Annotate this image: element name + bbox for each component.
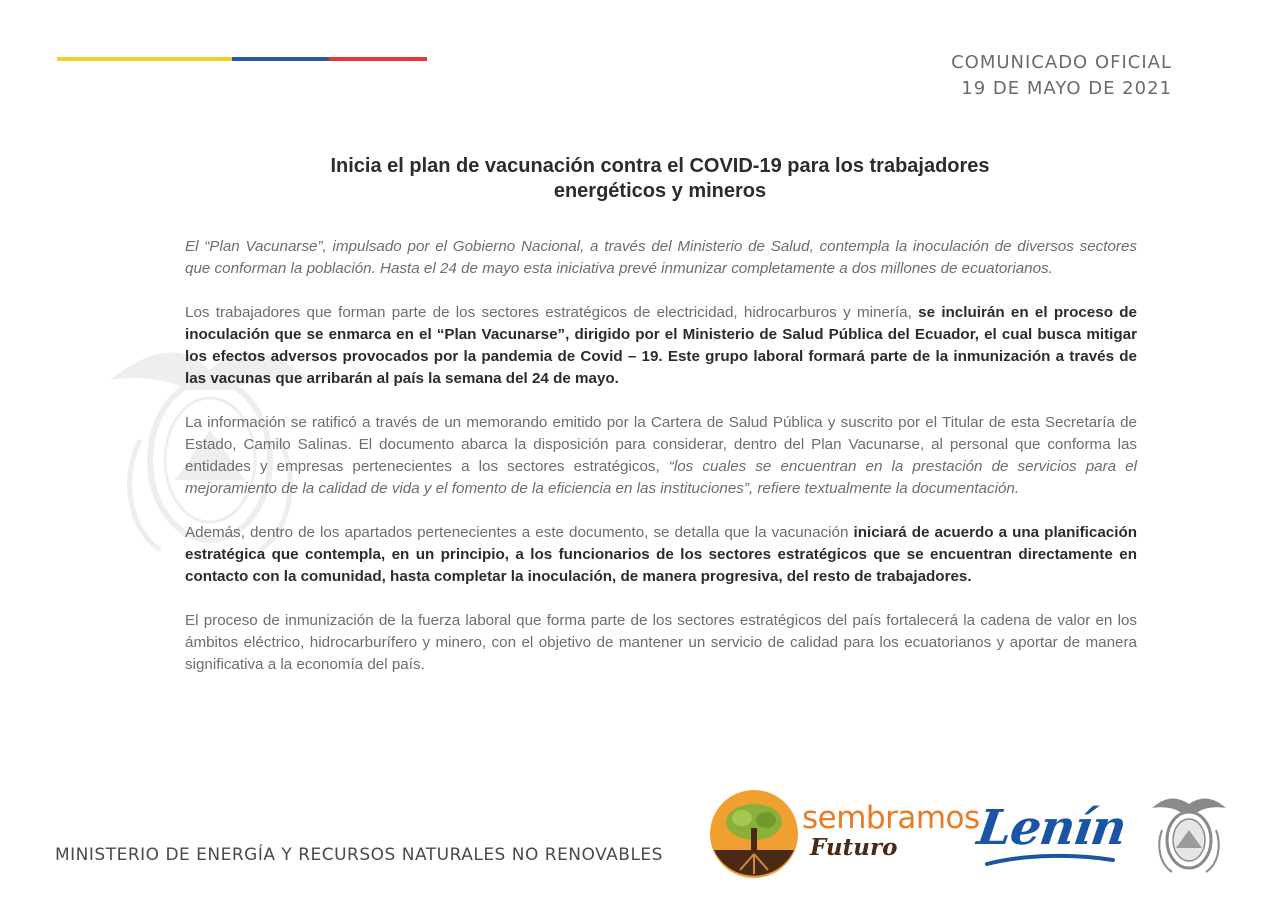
paragraph-3-quote: “los cuales se encuentran en la prestación de servicios para el mejoramiento de la calidad de vida y el fomento de la eficiencia en las instituciones”, refiere textualmente la documentación. xyxy=(185,458,1137,497)
tree-logo-icon xyxy=(710,790,798,878)
ministry-name: MINISTERIO DE ENERGÍA Y RECURSOS NATURALES NO RENOVABLES xyxy=(55,845,663,865)
paragraph-1-text: El “Plan Vacunarse”, impulsado por el Gobierno Nacional, a través del Ministerio de Salud, contempla la inoculación de diversos sectores que conforman la población. Hasta el 24 de mayo esta iniciativa prevé inmunizar completamente a dos millones de ecuatorianos. xyxy=(185,238,1137,277)
paragraph-2 xyxy=(185,302,1137,390)
title-line-2: energéticos y mineros xyxy=(553,180,767,202)
page-title xyxy=(160,154,1160,204)
paragraph-2-intro: Los trabajadores que forman parte de los sectores estratégicos de electricidad, hidrocarburos y minería, xyxy=(185,304,919,321)
lenin-swash-icon xyxy=(985,850,1115,870)
paragraph-3-intro: La información se ratificó a través de un memorando emitido por la Cartera de Salud Pública y suscrito por el Titular de esta Secretaría de Estado, Camilo Salinas. El documento abarca la disposición para considerar, dentro del Plan Vacunarse, al personal que conforma las entidades y empresas pertenecientes a los sectores estratégicos, xyxy=(185,414,1137,475)
sembramos-word: sembramos xyxy=(802,800,980,836)
coat-of-arms-icon xyxy=(1148,790,1230,875)
title-line-1: Inicia el plan de vacunación contra el COVID-19 para los trabajadores xyxy=(330,155,990,177)
lenin-logo: Lenín xyxy=(974,800,1130,856)
flag-yellow-segment xyxy=(57,57,232,61)
flag-blue-segment xyxy=(232,57,329,61)
paragraph-3 xyxy=(185,412,1137,500)
futuro-word: Futuro xyxy=(810,834,898,861)
document-type-label: COMUNICADO OFICIAL xyxy=(951,52,1172,73)
sembramos-futuro-logo xyxy=(710,790,980,885)
document-date: 19 DE MAYO DE 2021 xyxy=(961,78,1172,99)
paragraph-5: El proceso de inmunización de la fuerza laboral que forma parte de los sectores estratégicos del país fortalecerá la cadena de valor en los ámbitos eléctrico, hidrocarburífero y minero, con el objetivo de mantener un servicio de calidad para los ecuatorianos y aportar de manera significativa a la economía del país. xyxy=(185,612,1137,673)
paragraph-4-intro: Además, dentro de los apartados pertenecientes a este documento, se detalla que la vacunación xyxy=(185,524,854,541)
flag-color-bar xyxy=(57,57,427,61)
flag-red-segment xyxy=(329,57,427,61)
paragraph-4 xyxy=(185,522,1137,588)
paragraph-2-bold: se incluirán en el proceso de inoculación que se enmarca en el “Plan Vacunarse”, dirigido por el Ministerio de Salud Pública del Ecuador, el cual busca mitigar los efectos adversos provocados por la pandemia de Covid – 19. Este grupo laboral formará parte de la inmunización a través de las vacunas que arribarán al país la semana del 24 de mayo. xyxy=(185,304,1137,387)
press-release-body xyxy=(185,236,1137,698)
paragraph-4-bold: iniciará de acuerdo a una planificación estratégica que contempla, en un principio, a los funcionarios de los sectores estratégicos que se encuentran directamente en contacto con la comunidad, hasta completar la inoculación, de manera progresiva, del resto de trabajadores. xyxy=(185,524,1137,585)
document-header xyxy=(951,50,1172,102)
paragraph-1 xyxy=(185,236,1137,280)
